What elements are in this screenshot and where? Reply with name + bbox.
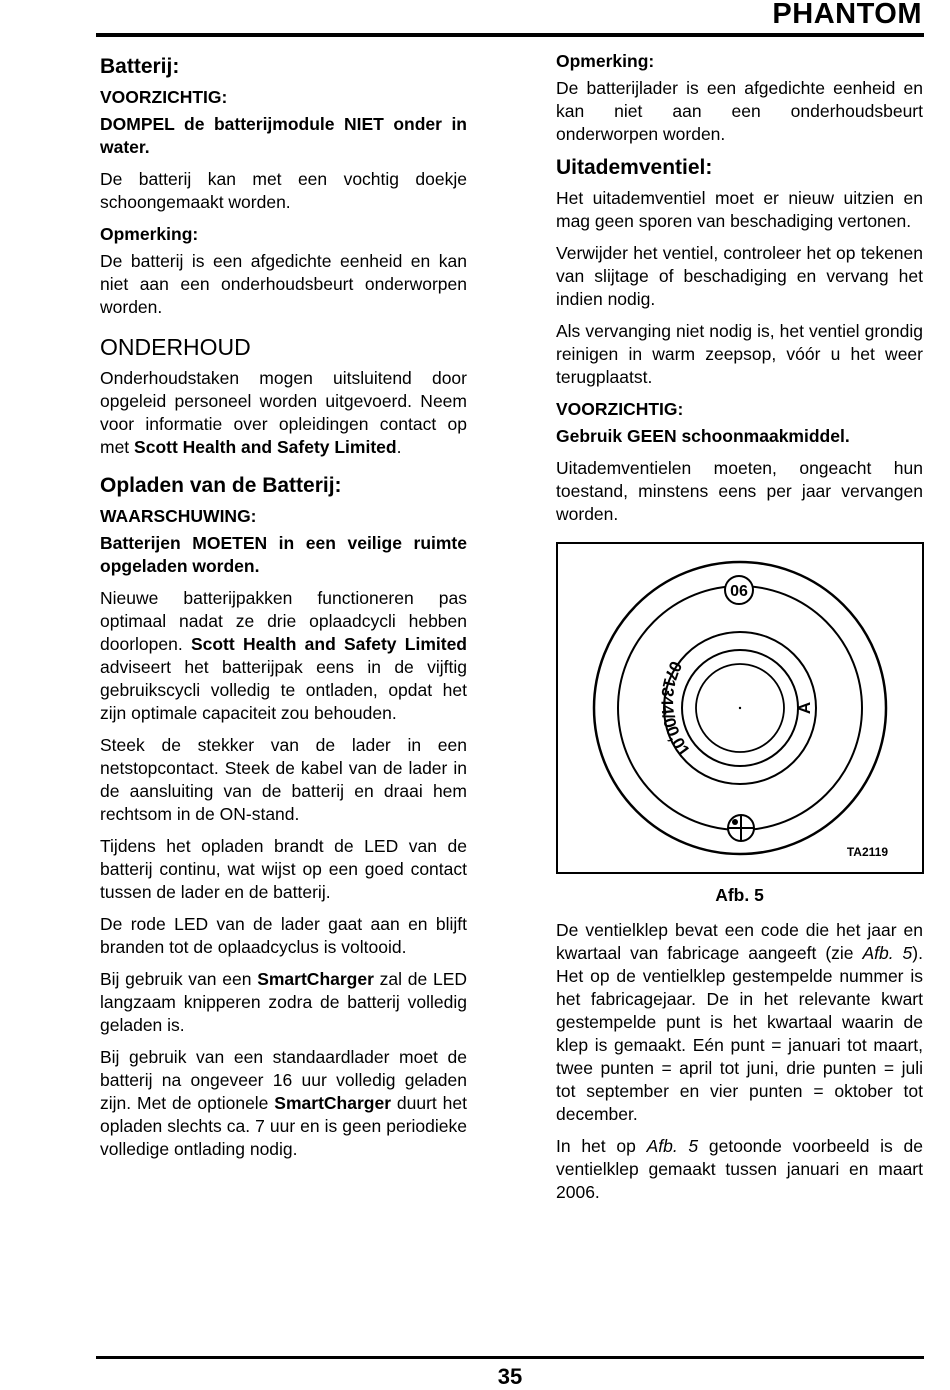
part-number: 071344/00,01 — [657, 658, 694, 761]
valve-paragraph-4: Uitademventielen moeten, ongeacht hun toestand, minstens eens per jaar vervangen worden. — [556, 458, 923, 524]
charging-paragraph-6: Bij gebruik van een standaardlader moet de batterij na ongeveer 16 uur volledig geladen zijn. Met de optionele SmartCharger duurt het opladen slechts ca. 7 uur en is geen periodieke volledige ontlading nodig. — [100, 1047, 467, 1159]
charger-note-label: Opmerking: — [556, 51, 655, 71]
valve-caution-label: VOORZICHTIG: — [556, 399, 684, 419]
battery-note-text: De batterij is een afgedichte eenheid en kan niet aan een onderhoudsbeurt onderworpen worden. — [100, 251, 467, 317]
figure-reference: TA2119 — [846, 845, 888, 859]
figure-ref: Afb. 5 — [646, 1136, 699, 1156]
company-name: Scott Health and Safety Limited — [190, 634, 467, 654]
charging-paragraph-1: Nieuwe batterijpakken functioneren pas optimaal nadat ze drie oplaadcycli hebben doorlopen. Scott Health and Safety Limited adviseert het batterijpak eens in de vijftig gebruikscycli volledig te ontladen, opdat het zijn optimale capaciteit zou behouden. — [100, 588, 467, 723]
smartcharger-term: SmartCharger — [274, 1093, 392, 1113]
valve-paragraph-1: Het uitademventiel moet er nieuw uitzien en mag geen sporen van beschadiging vertonen. — [556, 188, 923, 231]
charging-paragraph-5: Bij gebruik van een SmartCharger zal de LED langzaam knipperen zodra de batterij volledig geladen is. — [100, 969, 467, 1035]
charger-note-text: De batterijlader is een afgedichte eenheid en kan niet aan een onderhoudsbeurt onderworpen worden. — [556, 78, 923, 144]
battery-clean-text: De batterij kan met een vochtig doekje schoongemaakt worden. — [100, 169, 467, 212]
battery-note-label: Opmerking: — [100, 224, 199, 244]
valve-example-paragraph: In het op Afb. 5 getoonde voorbeeld is de ventielklep gemaakt tussen januari en maart 2006. — [556, 1136, 923, 1202]
valve-paragraph-2: Verwijder het ventiel, controleer het op tekenen van slijtage of beschadiging en vervang het indien nodig. — [556, 243, 923, 309]
valve-caution-text: Gebruik GEEN schoonmaakmiddel. — [556, 426, 850, 446]
page-header-title: PHANTOM — [772, 0, 922, 30]
valve-drawing — [558, 544, 922, 872]
maintenance-text: Onderhoudstaken mogen uitsluitend door opgeleid personeel worden uitgevoerd. Neem voor informatie over opleidingen contact op met Scott Health and Safety Limited. — [100, 368, 467, 457]
valve-figure — [556, 542, 924, 874]
charging-warning-label: WAARSCHUWING: — [100, 506, 257, 526]
exhale-valve-heading: Uitademventiel: — [556, 156, 713, 179]
battery-caution-label: VOORZICHTIG: — [100, 87, 228, 107]
figure-ref: Afb. 5 — [862, 943, 913, 963]
left-column — [100, 50, 467, 1170]
company-name: Scott Health and Safety Limited — [134, 437, 397, 457]
header-rule — [96, 33, 924, 37]
charging-paragraph-4: De rode LED van de lader gaat aan en blijft branden tot de oplaadcyclus is voltooid. — [100, 914, 467, 957]
battery-caution-text: DOMPEL de batterijmodule NIET onder in water. — [100, 114, 467, 157]
valve-code-paragraph: De ventielklep bevat een code die het jaar en kwartaal van fabricage aangeeft (zie Afb. 5). Het op de ventielklep gestempelde nummer is het fabricagejaar. De in het relevante kwart gestempelde punt is het kwartaal waarin de klep is gemaakt. Eén punt = januari tot maart, twee punten = april tot juni, drie punten = juli tot september en vier punten = oktober tot december. — [556, 920, 923, 1124]
orientation-letter: A — [795, 701, 814, 715]
year-code: 06 — [730, 583, 748, 600]
page-number: 35 — [497, 1364, 523, 1389]
charging-paragraph-3: Tijdens het opladen brandt de LED van de batterij continu, wat wijst op een goed contact tussen de lader en de batterij. — [100, 836, 467, 902]
charging-paragraph-2: Steek de stekker van de lader in een netstopcontact. Steek de kabel van de lader in de aansluiting van de batterij en draai hem rechtsom in de ON-stand. — [100, 735, 467, 824]
maintenance-heading: ONDERHOUD — [100, 334, 251, 360]
smartcharger-term: SmartCharger — [257, 969, 374, 989]
battery-heading: Batterij: — [100, 55, 180, 78]
charging-heading: Opladen van de Batterij: — [100, 474, 342, 497]
footer-rule — [96, 1356, 924, 1359]
right-column — [556, 50, 923, 1213]
quarter-marker-icon — [728, 815, 754, 841]
valve-paragraph-3: Als vervanging niet nodig is, het ventiel grondig reinigen in warm zeepsop, vóór u het weer terugplaatst. — [556, 321, 923, 387]
charging-warning-text: Batterijen MOETEN in een veilige ruimte opgeladen worden. — [100, 533, 467, 576]
figure-caption: Afb. 5 — [715, 885, 764, 905]
